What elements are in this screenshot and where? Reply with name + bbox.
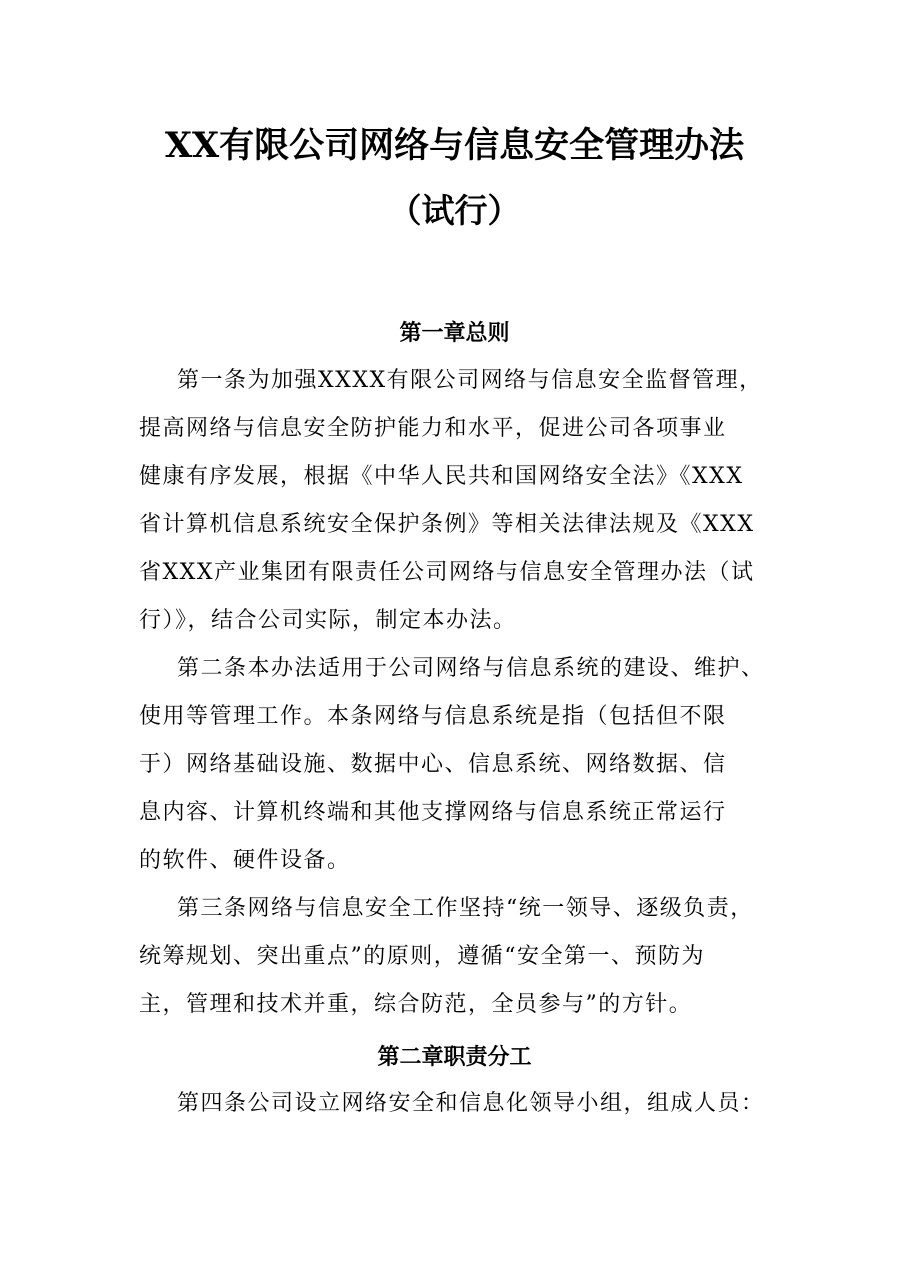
article-2-line-5: 的软件、硬件设备。	[139, 848, 351, 873]
article-3-line-3: 主，管理和技术并重，综合防范，全员参与”的方针。	[139, 992, 693, 1017]
article-1-line-2: 提高网络与信息安全防护能力和水平，促进公司各项事业	[139, 416, 727, 441]
article-2-line-2: 使用等管理工作。本条网络与信息系统是指（包括但不限	[139, 704, 727, 729]
article-1-line-5: 省XXX产业集团有限责任公司网络与信息安全管理办法（试	[139, 560, 755, 585]
chapter-1-heading: 第一章总则	[399, 320, 510, 346]
article-3-line-1: 第三条网络与信息安全工作坚持“统一领导、逐级负责，	[177, 896, 754, 921]
article-2-line-4: 息内容、计算机终端和其他支撑网络与信息系统正常运行	[139, 800, 727, 825]
document-title: XX有限公司网络与信息安全管理办法	[164, 125, 745, 166]
document-subtitle: （试行）	[388, 191, 521, 230]
article-1-line-1: 第一条为加强XXXX有限公司网络与信息安全监督管理，	[177, 368, 763, 393]
article-2-line-1: 第二条本办法适用于公司网络与信息系统的建设、维护、	[177, 656, 765, 681]
article-2-line-3: 于）网络基础设施、数据中心、信息系统、网络数据、信	[139, 752, 727, 777]
article-4-line-1: 第四条公司设立网络安全和信息化领导小组，组成人员：	[177, 1091, 765, 1116]
article-1-line-6: 行）》，结合公司实际，制定本办法。	[139, 608, 517, 633]
article-1-line-4: 省计算机信息系统安全保护条例》等相关法律法规及《XXX	[139, 512, 755, 537]
article-1-line-3: 健康有序发展，根据《中华人民共和国网络安全法》《XXX	[139, 464, 744, 489]
article-3-line-2: 统筹规划、突出重点”的原则，遵循“安全第一、预防为	[139, 944, 705, 969]
chapter-2-heading: 第二章职责分工	[377, 1044, 532, 1070]
